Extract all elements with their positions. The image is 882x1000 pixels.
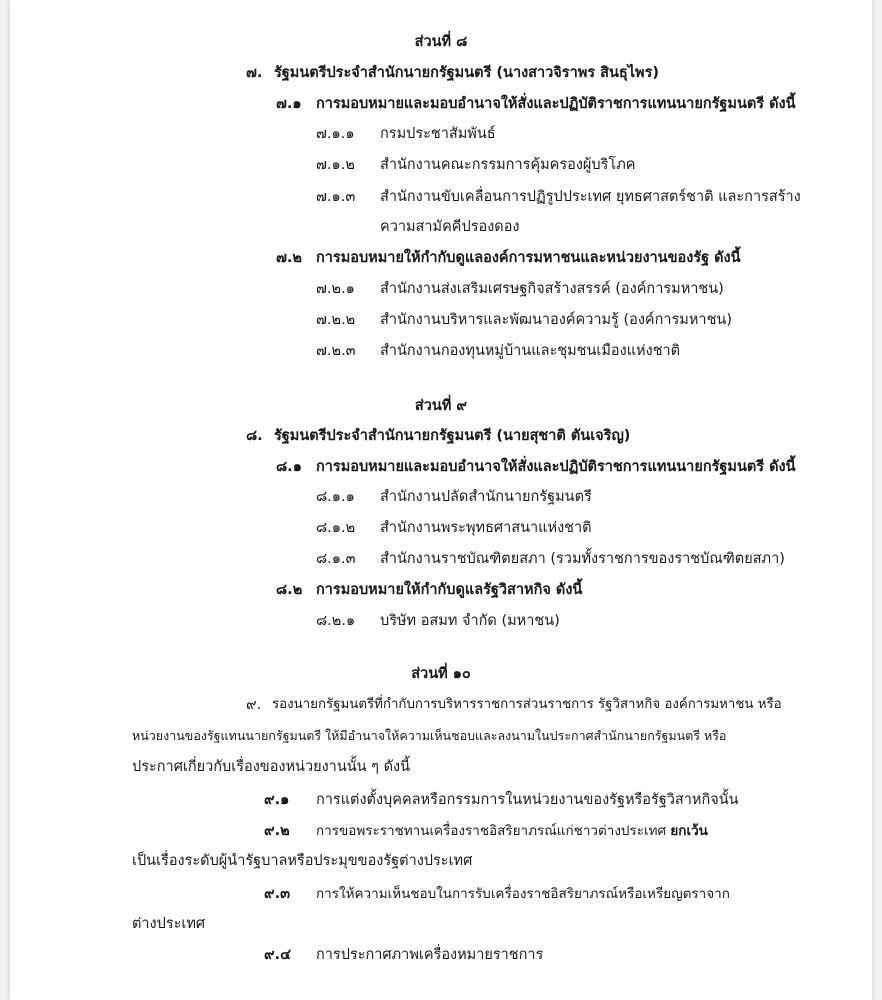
item-8-1-2-number: ๘.๑.๒ [316, 520, 356, 536]
document-page [10, 0, 872, 1000]
item-8-1-2-text: สำนักงานพระพุทธศาสนาแห่งชาติ [380, 520, 592, 536]
item-8-1-1-number: ๘.๑.๑ [316, 489, 355, 505]
item-7-2-2-number: ๗.๒.๒ [316, 312, 356, 328]
item-9-line-2: หน่วยงานของรัฐแทนนายกรัฐมนตรี ให้มีอำนาจให้ความเห็นชอบและลงนามในประกาศสำนักนายกรัฐมนตรี หรือ [132, 728, 727, 743]
section-9-heading: ส่วนที่ ๙ [414, 398, 468, 414]
item-8-2-1-text: บริษัท อสมท จำกัด (มหาชน) [380, 613, 560, 629]
item-8-1-title: การมอบหมายและมอบอำนาจให้สั่งและปฏิบัติราชการแทนนายกรัฐมนตรี ดังนี้ [316, 459, 796, 475]
item-9-4-text: การประกาศภาพเครื่องหมายราชการ [316, 947, 544, 963]
item-9-2-number: ๙.๒ [264, 823, 290, 839]
item-9-1-number: ๙.๑ [264, 792, 290, 808]
item-8-1-number: ๘.๑ [276, 459, 302, 475]
item-9-line-1: รองนายกรัฐมนตรีที่กำกับการบริหารราชการส่วนราชการ รัฐวิสาหกิจ องค์การมหาชน หรือ [272, 697, 782, 712]
item-7-1-3-number: ๗.๑.๓ [316, 189, 356, 205]
item-7-1-3-text: สำนักงานขับเคลื่อนการปฏิรูปประเทศ ยุทธศาสตร์ชาติ และการสร้าง [380, 189, 801, 205]
item-9-3-continuation: ต่างประเทศ [132, 916, 206, 932]
item-7-2-number: ๗.๒ [276, 250, 302, 266]
item-9-2-main-text: การขอพระราชทานเครื่องราชอิสริยาภรณ์แก่ชาวต่างประเทศ [316, 823, 667, 839]
item-7-2-1-text: สำนักงานส่งเสริมเศรษฐกิจสร้างสรรค์ (องค์การมหาชน) [380, 281, 724, 297]
item-9-3-text: การให้ความเห็นชอบในการรับเครื่องราชอิสริยาภรณ์หรือเหรียญตราจาก [316, 886, 730, 902]
item-8-number: ๘. [246, 428, 263, 444]
item-8-2-1-number: ๘.๒.๑ [316, 613, 356, 629]
section-8-heading: ส่วนที่ ๘ [414, 34, 468, 50]
item-7-2-2-text: สำนักงานบริหารและพัฒนาองค์ความรู้ (องค์การมหาชน) [380, 312, 732, 328]
item-9-2-text [316, 821, 708, 841]
item-9-3-number: ๙.๓ [264, 886, 291, 902]
item-7-title: รัฐมนตรีประจำสำนักนายกรัฐมนตรี (นางสาวจิราพร สินธุไพร) [274, 65, 660, 81]
item-9-2-exception: ยกเว้น [670, 823, 708, 839]
item-8-2-title: การมอบหมายให้กำกับดูแลรัฐวิสาหกิจ ดังนี้ [316, 582, 583, 598]
item-9-line-3: ประกาศเกี่ยวกับเรื่องของหน่วยงานนั้น ๆ ดังนี้ [132, 759, 410, 775]
item-7-1-title: การมอบหมายและมอบอำนาจให้สั่งและปฏิบัติราชการแทนนายกรัฐมนตรี ดังนี้ [316, 96, 796, 112]
item-7-1-3-continuation: ความสามัคคีปรองดอง [380, 219, 520, 235]
item-9-number: ๙. [246, 697, 262, 713]
item-7-number: ๗. [246, 65, 263, 81]
item-7-2-1-number: ๗.๒.๑ [316, 281, 355, 297]
section-10-heading: ส่วนที่ ๑๐ [411, 666, 471, 682]
item-7-1-1-number: ๗.๑.๑ [316, 126, 355, 142]
item-7-2-title: การมอบหมายให้กำกับดูแลองค์การมหาชนและหน่วยงานของรัฐ ดังนี้ [316, 250, 741, 266]
item-8-1-3-text: สำนักงานราชบัณฑิตยสภา (รวมทั้งราชการของราชบัณฑิตยสภา) [380, 551, 785, 567]
item-7-1-number: ๗.๑ [276, 96, 302, 112]
item-8-1-3-number: ๘.๑.๓ [316, 551, 356, 567]
item-8-1-1-text: สำนักงานปลัดสำนักนายกรัฐมนตรี [380, 489, 592, 505]
item-9-2-continuation: เป็นเรื่องระดับผู้นำรัฐบาลหรือประมุขของรัฐต่างประเทศ [132, 853, 473, 869]
item-7-2-3-number: ๗.๒.๓ [316, 343, 356, 359]
item-7-2-3-text: สำนักงานกองทุนหมู่บ้านและชุมชนเมืองแห่งชาติ [380, 343, 681, 359]
item-9-4-number: ๙.๔ [264, 947, 292, 963]
item-7-1-2-text: สำนักงานคณะกรรมการคุ้มครองผู้บริโภค [380, 157, 636, 173]
item-8-2-number: ๘.๒ [276, 582, 303, 598]
item-9-1-text: การแต่งตั้งบุคคลหรือกรรมการในหน่วยงานของรัฐหรือรัฐวิสาหกิจนั้น [316, 792, 739, 808]
item-7-1-2-number: ๗.๑.๒ [316, 157, 355, 173]
item-7-1-1-text: กรมประชาสัมพันธ์ [380, 126, 496, 142]
item-8-title: รัฐมนตรีประจำสำนักนายกรัฐมนตรี (นายสุชาติ ตันเจริญ) [274, 428, 631, 444]
